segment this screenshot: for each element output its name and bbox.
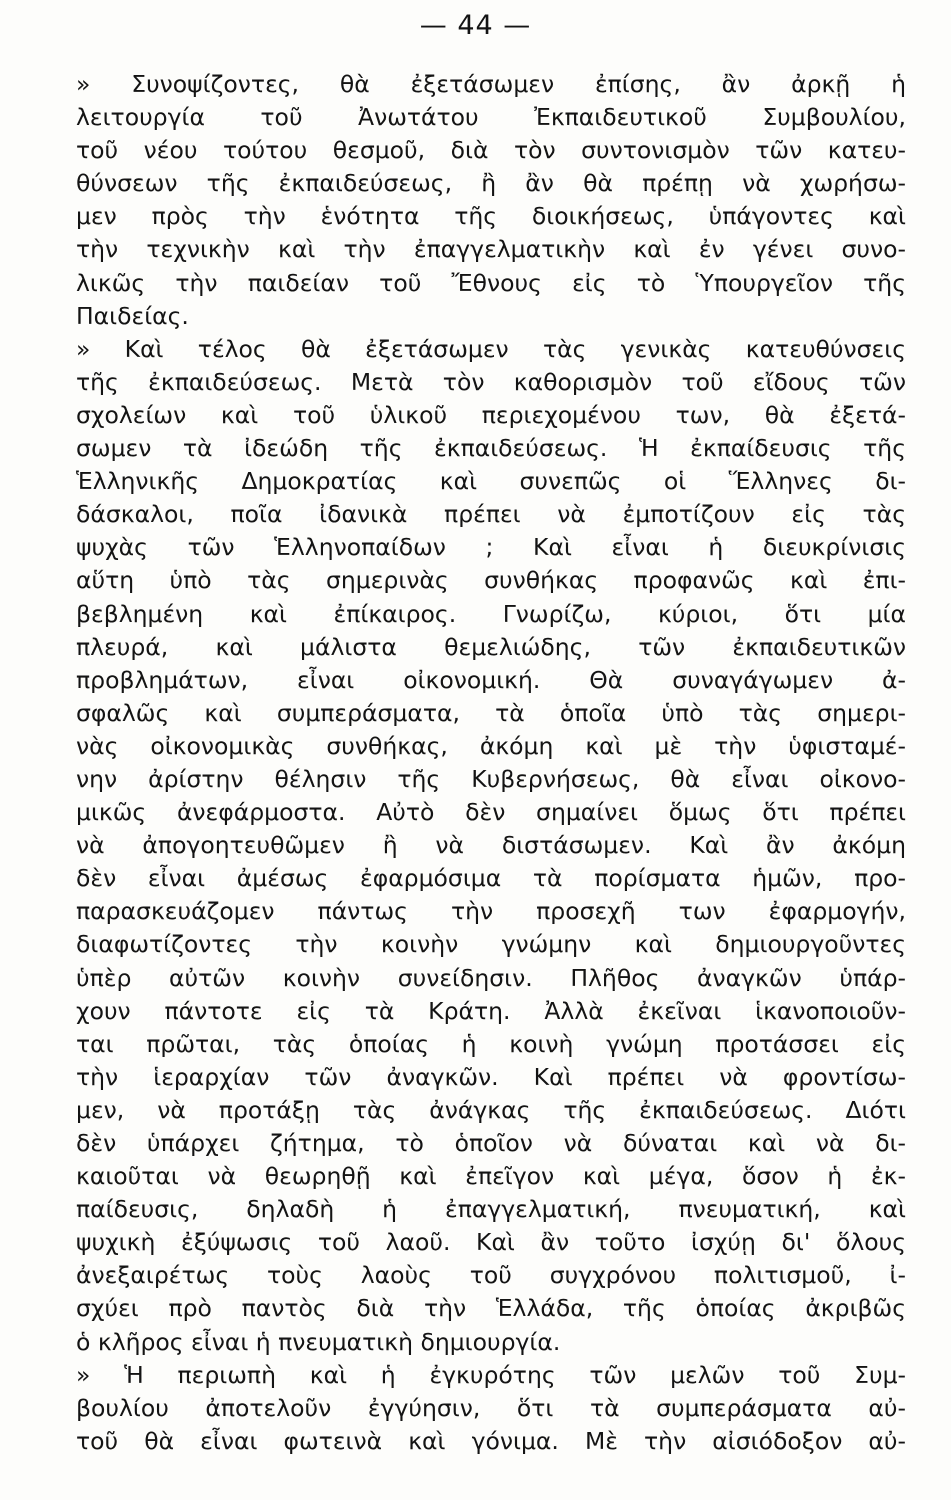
text-line: » Καὶ τέλος θὰ ἐξετάσωμεν τὰς γενικὰς κατευθύνσεις: [76, 334, 906, 363]
text-line: λικῶς τὴν παιδείαν τοῦ Ἔθνους εἰς τὸ Ὑπουργεῖον τῆς: [76, 268, 906, 297]
text-line: ται πρῶται, τὰς ὁποίας ἡ κοινὴ γνώμη προτάσσει εἰς: [76, 1029, 906, 1058]
paragraph-1: [76, 68, 906, 333]
text-line: Ἑλληνικῆς Δημοκρατίας καὶ συνεπῶς οἱ Ἕλληνες δι-: [76, 467, 906, 496]
paragraph-3: [76, 1359, 906, 1458]
text-line: μεν πρὸς τὴν ἑνότητα τῆς διοικήσεως, ὑπάγοντες καὶ: [76, 202, 906, 231]
text-line: ὁ κλῆρος εἶναι ἡ πνευματικὴ δημιουργία.: [76, 1327, 561, 1356]
text-line: παρασκευάζομεν πάντως τὴν προσεχῆ των ἐφαρμογήν,: [76, 897, 906, 926]
text-line: πλευρά, καὶ μάλιστα θεμελιώδης, τῶν ἐκπαιδευτικῶν: [76, 632, 906, 661]
text-line: βουλίου ἀποτελοῦν ἐγγύησιν, ὅτι τὰ συμπεράσματα αὐ-: [76, 1393, 906, 1422]
text-line: μικῶς ἀνεφάρμοστα. Αὐτὸ δὲν σημαίνει ὅμως ὅτι πρέπει: [76, 798, 906, 827]
text-line: χουν πάντοτε εἰς τὰ Κράτη. Ἀλλὰ ἐκεῖναι ἱκανοποιοῦν-: [76, 996, 906, 1025]
text-line: τῆς ἐκπαιδεύσεως. Μετὰ τὸν καθορισμὸν τοῦ εἴδους τῶν: [76, 367, 906, 396]
text-line: ἀνεξαιρέτως τοὺς λαοὺς τοῦ συγχρόνου πολιτισμοῦ, ἰ-: [76, 1261, 906, 1290]
text-line: μεν, νὰ προτάξῃ τὰς ἀνάγκας τῆς ἐκπαιδεύσεως. Διότι: [76, 1095, 906, 1124]
text-line: ψυχικὴ ἐξύψωσις τοῦ λαοῦ. Καὶ ἂν τοῦτο ἰσχύῃ δι' ὅλους: [76, 1228, 906, 1257]
text-line: παίδευσις, δηλαδὴ ἡ ἐπαγγελματική, πνευματική, καὶ: [76, 1195, 906, 1224]
text-line: καιοῦται νὰ θεωρηθῇ καὶ ἐπεῖγον καὶ μέγα, ὅσον ἡ ἐκ-: [76, 1162, 906, 1191]
text-line: » Ἡ περιωπὴ καὶ ἡ ἐγκυρότης τῶν μελῶν τοῦ Συμ-: [76, 1360, 906, 1389]
text-line: νὰς οἰκονομικὰς συνθήκας, ἀκόμη καὶ μὲ τὴν ὑφισταμέ-: [76, 731, 906, 760]
text-line: ψυχὰς τῶν Ἑλληνοπαίδων ; Καὶ εἶναι ἡ διευκρίνισις: [76, 533, 906, 562]
text-line: » Συνοψίζοντες, θὰ ἐξετάσωμεν ἐπίσης, ἂν ἀρκῇ ἡ: [76, 70, 906, 98]
text-line: τοῦ θὰ εἶναι φωτεινὰ καὶ γόνιμα. Μὲ τὴν αἰσιόδοξον αὐ-: [76, 1426, 906, 1455]
text-line: σφαλῶς καὶ συμπεράσματα, τὰ ὁποῖα ὑπὸ τὰς σημερι-: [76, 698, 906, 727]
text-line: Παιδείας.: [76, 301, 189, 330]
page-number: — 44 —: [419, 10, 532, 41]
text-line: νην ἀρίστην θέλησιν τῆς Κυβερνήσεως, θὰ εἶναι οἰκονο-: [76, 764, 906, 793]
text-line: λειτουργία τοῦ Ἀνωτάτου Ἐκπαιδευτικοῦ Συμβουλίου,: [76, 103, 906, 132]
text-line: δὲν ὑπάρχει ζήτημα, τὸ ὁποῖον νὰ δύναται καὶ νὰ δι-: [76, 1129, 906, 1157]
text-line: ὑπὲρ αὐτῶν κοινὴν συνείδησιν. Πλῆθος ἀναγκῶν ὑπάρ-: [76, 963, 906, 992]
text-line: σχολείων καὶ τοῦ ὑλικοῦ περιεχομένου των, θὰ ἐξετά-: [76, 400, 906, 429]
text-line: δὲν εἶναι ἀμέσως ἐφαρμόσιμα τὰ πορίσματα ἡμῶν, προ-: [76, 864, 906, 893]
text-line: σωμεν τὰ ἰδεώδη τῆς ἐκπαιδεύσεως. Ἡ ἐκπαίδευσις τῆς: [76, 434, 906, 463]
text-line: τὴν ἱεραρχίαν τῶν ἀναγκῶν. Καὶ πρέπει νὰ φροντίσω-: [76, 1062, 906, 1091]
text-line: δάσκαλοι, ποῖα ἰδανικὰ πρέπει νὰ ἐμποτίζουν εἰς τὰς: [76, 500, 906, 529]
text-line: τὴν τεχνικὴν καὶ τὴν ἐπαγγελματικὴν καὶ ἐν γένει συνο-: [76, 235, 906, 264]
text-line: αὕτη ὑπὸ τὰς σημερινὰς συνθήκας προφανῶς καὶ ἐπι-: [76, 566, 906, 595]
paragraph-2: [76, 333, 906, 1359]
text-line: νὰ ἀπογοητευθῶμεν ἢ νὰ διστάσωμεν. Καὶ ἂν ἀκόμη: [76, 831, 906, 860]
text-line: τοῦ νέου τούτου θεσμοῦ, διὰ τὸν συντονισμὸν τῶν κατευ-: [76, 136, 906, 165]
text-line: σχύει πρὸ παντὸς διὰ τὴν Ἑλλάδα, τῆς ὁποίας ἀκριβῶς: [76, 1294, 906, 1323]
text-line: βεβλημένη καὶ ἐπίκαιρος. Γνωρίζω, κύριοι, ὅτι μία: [76, 599, 906, 628]
text-line: προβλημάτων, εἶναι οἰκονομική. Θὰ συναγάγωμεν ἀ-: [76, 665, 906, 694]
text-line: διαφωτίζοντες τὴν κοινὴν γνώμην καὶ δημιουργοῦντες: [76, 930, 906, 959]
text-line: θύνσεων τῆς ἐκπαιδεύσεως, ἢ ἂν θὰ πρέπῃ νὰ χωρήσω-: [76, 169, 906, 198]
body-text: [76, 68, 906, 1458]
